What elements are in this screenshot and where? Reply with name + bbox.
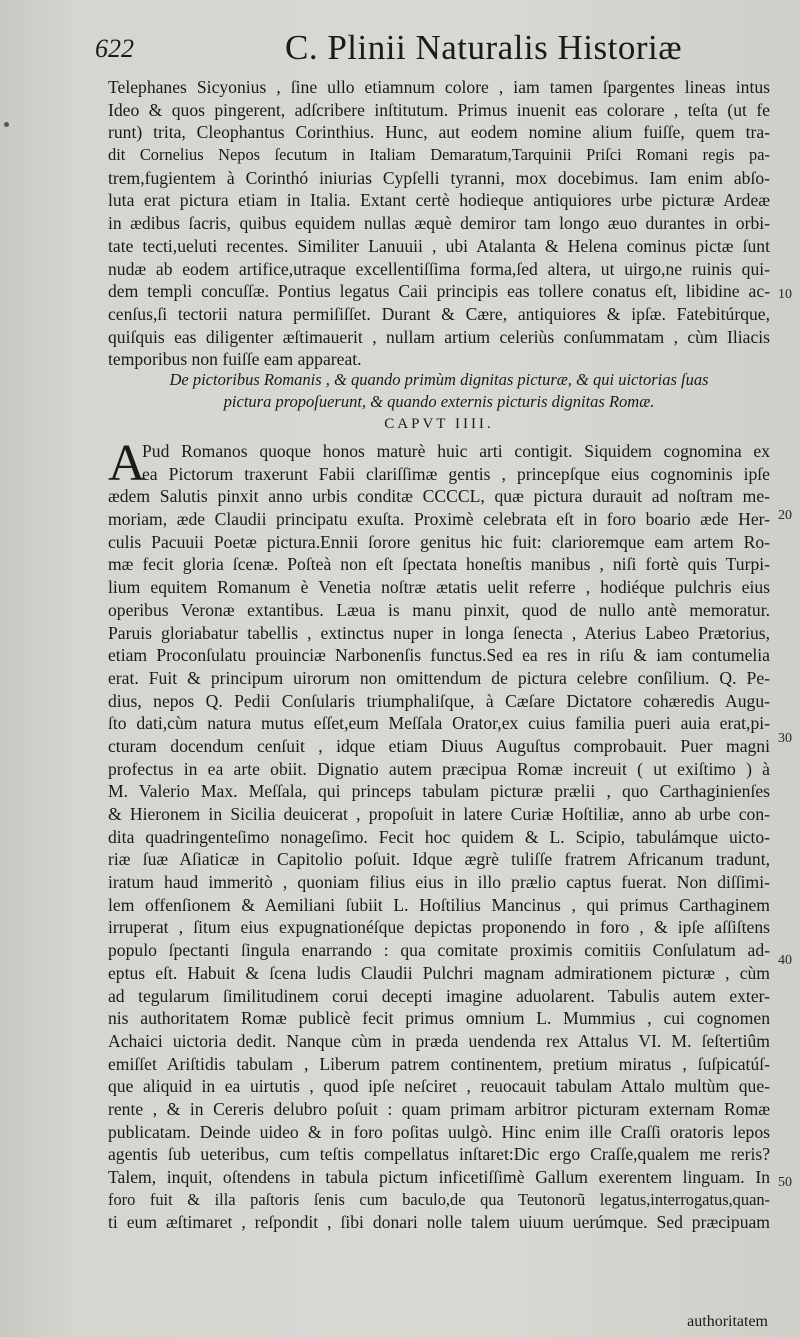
running-title: C. Plinii Naturalis Historiæ — [285, 28, 683, 67]
text-line: populo ſpectanti ſingula enarrando : qua comitate proximis comitiis Conſulatum ad- — [108, 940, 770, 961]
text-line: iratum haud immeritò , quoniam filius eius in illo prælio captus fuerat. Non diſſimi- — [108, 872, 770, 893]
text-line: Paruis gloriabatur tabellis , extinctus nuper in longa ſenecta , Aterius Labeo Prætorius, — [108, 622, 770, 643]
text-line: Telephanes Sicyonius , ſine ullo etiamnum colore , iam tamen ſpargentes lineas intus — [108, 77, 770, 97]
margin-line-number: 30 — [778, 731, 792, 746]
text-line: dit Cornelius Nepos ſecutum in Italiam Demaratum,Tarquinii Priſci Romani regis pa- — [108, 145, 770, 165]
text-line: temporibus non fuiſſe eam appareat. — [108, 349, 362, 370]
text-line: eptus eſt. Habuit & ſcena ludis Claudii Pulchri magnam admirationem picturæ , cùm — [108, 962, 770, 983]
text-line: ti eum æſtimaret , reſpondit , ſibi donari nolle talem uiuum uerúmque. Sed præcipuam — [108, 1212, 770, 1233]
page-header — [95, 28, 775, 74]
text-line: ſto dati,cùm natura mutus eſſet,eum Meſſala Orator,ex cuius familia pueri auia erat,pi- — [108, 713, 770, 734]
text-line: runt) trita, Cleophantus Corinthius. Hunc, aut eodem nomine alium fuiſſe, quem tra- — [108, 122, 770, 143]
text-line: que aliquid in ea uirtutis , quod ipſe neſciret , reuocauit tabulam Attalo multùm que- — [108, 1076, 770, 1097]
text-line: riæ ſuæ Aſiaticæ in Capitolio poſuit. Idque ægrè tuliſſe fratrem Africanum tradunt, — [108, 849, 770, 870]
ink-spot — [4, 122, 9, 127]
text-line: lem offenſionem & Aemiliani ſubiit L. Hoſtilius Mancinus , qui primus Carthaginem — [108, 894, 770, 915]
page-number: 622 — [95, 34, 134, 63]
text-line: dius, nepos Q. Pedii Conſularis triumphaliſque, à Cæſare Dictatore cohæredis Augu- — [108, 690, 770, 711]
text-line: trem,fugientem à Corinthó iniurias Cypſelli tyranni, mox docebimus. Iam enim abſo- — [108, 167, 770, 188]
text-line: nudæ ab eodem artifice,utraque excellentiſſima forma,ſed altera, ut uirgo,ne ruinis qui- — [108, 258, 770, 279]
intro-paragraph — [108, 76, 770, 371]
margin-line-number: 40 — [778, 953, 792, 968]
text-line: lium equitem Romanum è Venetia noſtræ ætatis uelit referre , hodiéque pulchris eius — [108, 577, 770, 598]
text-line: cenſus,ſi tectorii natura permiſiſſet. Durant & Cære, antiquiores & ipſæ. Fatebitúrque, — [108, 303, 770, 324]
text-line: dem templi concuſſæ. Pontius legatus Caii principis eas tollere conatus eſt, libidine ac- — [108, 281, 770, 302]
text-line: quiſquis eas diligenter æſtimauerit , nullam artium celeriùs conſummatam , cùm Iliacis — [108, 326, 770, 347]
chapter-heading-line-2: pictura propoſuerunt, & quando externis picturis dignitas Romæ. — [223, 392, 655, 411]
text-line: profectus in ea arte obiit. Dignatio autem præcipua Romæ increuit ( ut exiſtimo ) à — [108, 758, 770, 779]
text-line: irruperat , ſitum eius expugnationéſque depictas proponendo in foro , & ipſe aſſiſtens — [108, 917, 770, 938]
margin-line-number: 20 — [778, 508, 792, 523]
text-line: in ædibus ſacris, quibus equidem nullas æquè demiror tam longo æuo durantes in orbi- — [108, 213, 770, 234]
text-line: Ideo & quos pingerent, adſcribere inſtitutum. Primus inuenit eas colorare , teſta (ut fe — [108, 99, 770, 120]
text-line: moriam, æde Claudii principatu exuſta. Proximè celebrata eſt in foro boario æde Her- — [108, 509, 770, 530]
margin-line-number: 10 — [778, 287, 792, 302]
text-line: dita quadringenteſimo nonageſimo. Fecit hoc quidem & L. Scipio, tabulámque uicto- — [108, 826, 770, 847]
text-line: foro fuit & illa paſtoris ſenis cum baculo,de qua Teutonorũ legatus,interrogatus,quan- — [108, 1189, 770, 1209]
text-line: M. Valerio Max. Meſſala, qui princeps tabulam picturæ prælii , quo Carthaginienſes — [108, 781, 770, 802]
text-line: tate tecti,ueluti recentes. Similiter Lanuuii , ubi Atalanta & Helena cominus pictæ ſunt — [108, 235, 770, 256]
text-line: Achaici uictoria dedit. Nanque cùm in præda uendenda rex Attalus VI. M. ſeſtertiûm — [108, 1030, 770, 1051]
drop-capital: A — [108, 435, 146, 492]
text-line: ad tegularum ſimilitudinem corui decepti imagine aduolarent. Tabulis autem exter- — [108, 985, 770, 1006]
chapter-heading-line-1: De pictoribus Romanis , & quando primùm dignitas picturæ, & qui uictorias ſuas — [169, 370, 709, 389]
text-line: emiſſet Ariſtidis tabulam , Liberum patrem continentem, pretium miratus , ſuſpicatúſ- — [108, 1053, 770, 1074]
text-line: culis Pacuuii Poetæ pictura.Ennii ſorore genitus hic fuit: clarioremque eam artem Ro- — [108, 531, 770, 552]
text-line: nis authoritatem Romæ publicè fecit primus omnium L. Mummius , cui cognomen — [108, 1008, 770, 1029]
text-line: luta erat pictura etiam in Italia. Extant certè hodieque antiquiores urbe picturæ Ardeæ — [108, 190, 770, 211]
margin-line-number: 50 — [778, 1175, 792, 1190]
catchword: authoritatem — [687, 1313, 768, 1330]
text-line: operibus Veronæ extantibus. Læua is manu pinxit, quod de nullo antè memoratur. — [108, 599, 770, 620]
text-line: erat. Fuit & principum uirorum non omittendum de pictura celebre conſilium. Q. Pe- — [108, 667, 770, 688]
text-line: cturam docendum cenſuit , idque etiam Diuus Auguſtus comprobauit. Puer magni — [108, 735, 770, 756]
chapter-number: CAPVT IIII. — [384, 416, 494, 432]
text-line: ea Pictorum traxerunt Fabii clariſſimæ gentis , princepſque eius cognominis ipſe — [142, 463, 770, 484]
text-line: agentis ſub ueteribus, cum teſtis compellatus inſtaret:Dic ergo Craſſe,qualem me reris? — [108, 1144, 770, 1165]
text-line: rente , & in Cereris delubro poſuit : quam primam arbitror picturam externam Romæ — [108, 1098, 770, 1119]
text-line: etiam Proconſulatu prouinciæ Narbonenſis functus.Sed ea res in riſu & iam contumelia — [108, 645, 770, 666]
text-line: Talem, inquit, oſtendens in tabula pictum inficetiſſimè Gallum exerentem linguam. In — [108, 1167, 770, 1187]
text-line: Pud Romanos quoque honos maturè huic arti contigit. Siquidem cognomina ex — [142, 441, 770, 461]
text-line: ædem Salutis pinxit anno urbis conditæ CCCCL, quæ pictura durauit ad noſtram me- — [108, 486, 770, 507]
text-line: & Hieronem in Sicilia deuicerat , propoſuit in latere Curiæ Hoſtiliæ, anno ab urbe con- — [108, 804, 770, 824]
text-line: mæ fecit gloria ſcenæ. Poſteà non eſt ſpectata honeſtis manibus , niſi fortè quis Turpi- — [108, 554, 770, 575]
chapter-paragraph — [108, 435, 770, 1234]
text-line: publicatam. Deinde uideo & in foro poſitas uulgò. Hinc enim ille Craſſi oratoris lepos — [108, 1121, 770, 1142]
